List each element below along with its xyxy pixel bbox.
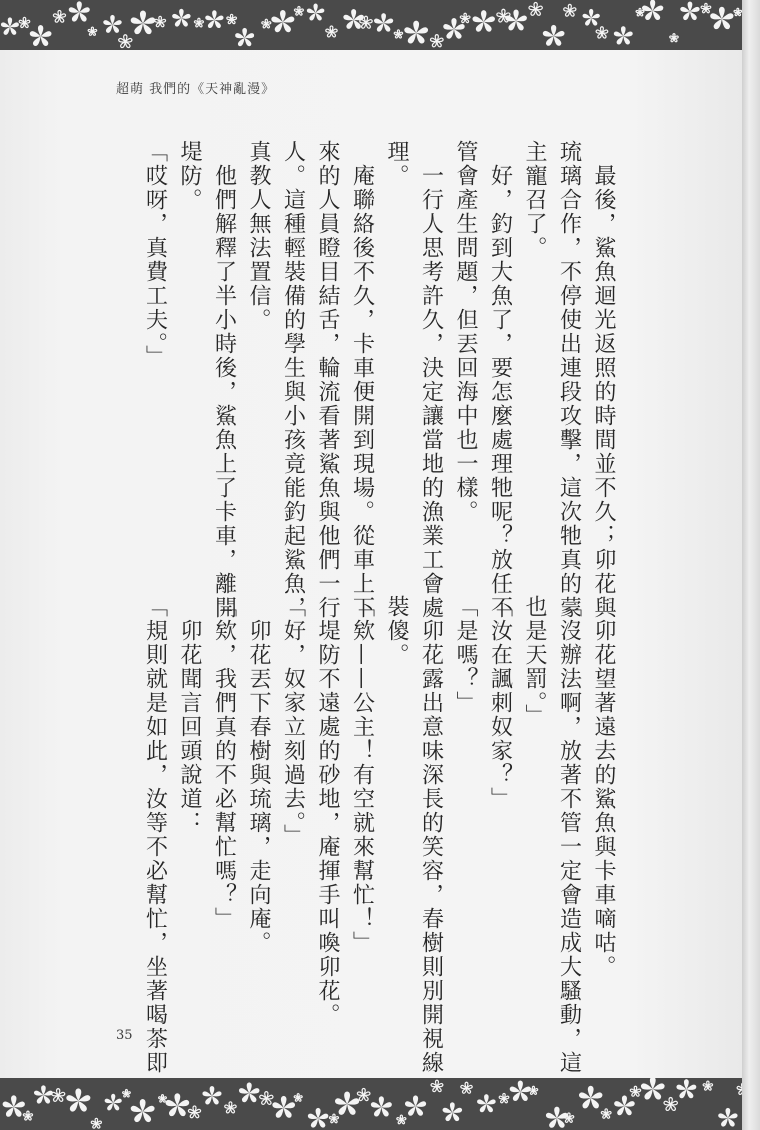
text-column: 裝傻。: [384, 595, 409, 667]
sakura-outline-icon: [53, 10, 65, 22]
text-column: 主寵召了。: [522, 140, 547, 260]
sakura-outline-icon: [601, 1109, 611, 1118]
text-column: 堤防。: [177, 140, 202, 212]
sakura-outline-icon: [88, 27, 97, 35]
sakura-outline-icon: [326, 26, 337, 37]
sakura-flower-icon: [30, 25, 52, 46]
sakura-flower-icon: [443, 1102, 463, 1121]
sakura-outline-icon: [394, 30, 402, 38]
sakura-outline-icon: [225, 1102, 236, 1113]
text-column: 「哎呀，真費工夫。」: [142, 140, 168, 369]
vertical-text-block: [138, 140, 618, 1075]
sakura-outline-icon: [397, 1115, 406, 1124]
sakura-flower-icon: [202, 1086, 221, 1105]
sakura-flower-icon: [510, 1081, 531, 1101]
page-number: 35: [116, 1028, 133, 1043]
sakura-outline-icon: [431, 35, 444, 47]
sakura-flower-icon: [131, 1099, 155, 1122]
sakura-outline-icon: [294, 6, 303, 15]
sakura-outline-icon: [357, 1088, 370, 1100]
sakura-flower-icon: [308, 1108, 328, 1128]
text-column: 「欸，我們真的不必幫忙嗎？」: [211, 595, 237, 931]
text-column: 卯花聞言回頭說道：: [177, 595, 202, 835]
text-column: 「好，奴家立刻過去。」: [280, 595, 306, 848]
sakura-outline-icon: [734, 8, 742, 15]
sakura-outline-icon: [664, 1098, 677, 1111]
sakura-outline-icon: [703, 1081, 712, 1090]
text-column: 琉璃合作，不停使出連段攻擊，這次牠真的蒙: [556, 140, 582, 620]
sakura-outline-icon: [123, 1090, 131, 1097]
text-column: 卯花露出意味深長的笑容，春樹則別開視線: [418, 595, 444, 1075]
sakura-outline-icon: [91, 1118, 101, 1128]
sakura-outline-icon: [159, 1095, 167, 1102]
text-column: 來的人員瞪目結舌，輪流看著鯊魚與他們一行: [315, 140, 340, 620]
sakura-outline-icon: [194, 18, 203, 27]
sakura-flower-icon: [404, 21, 428, 44]
sakura-flower-icon: [614, 26, 633, 44]
text-column: 也是天罰。」: [522, 595, 547, 728]
sakura-flower-icon: [579, 1086, 602, 1109]
sakura-flower-icon: [34, 1085, 53, 1103]
sakura-outline-icon: [188, 1106, 200, 1118]
floral-border-bottom: [0, 1078, 742, 1130]
text-column: 「沒辦法啊，放著不管一定會造成大騷動，這: [556, 595, 582, 1075]
sakura-flower-icon: [718, 1108, 737, 1127]
sakura-flower-icon: [642, 0, 663, 20]
sakura-outline-icon: [119, 35, 132, 48]
sakura-flower-icon: [239, 1082, 260, 1102]
sakura-flower-icon: [166, 1093, 190, 1116]
text-column: 卯花丟下春樹與琉璃，走向庵。: [246, 595, 271, 955]
text-column: 人。這種輕裝備的學生與小孩竟能釣起鯊魚，: [280, 140, 306, 620]
text-column: 管會產生問題，但丟回海中也一樣。: [453, 140, 478, 524]
sakura-flower-icon: [614, 1095, 635, 1115]
sakura-outline-icon: [460, 13, 470, 22]
sakura-flower-icon: [405, 1095, 426, 1115]
sakura-outline-icon: [294, 1094, 302, 1102]
sakura-outline-icon: [529, 1086, 537, 1094]
sakura-outline-icon: [630, 1086, 640, 1096]
sakura-flower-icon: [105, 1094, 122, 1111]
sakura-flower-icon: [710, 7, 733, 29]
sakura-outline-icon: [461, 1082, 472, 1093]
sakura-flower-icon: [103, 15, 122, 33]
text-column: 「欸——公主！有空就來幫忙！」: [349, 595, 375, 955]
text-column: 一行人思考許久，決定讓當地的漁業工會處: [418, 140, 444, 620]
sakura-flower-icon: [676, 1079, 696, 1098]
sakura-outline-icon: [260, 1092, 273, 1105]
sakura-flower-icon: [543, 25, 565, 46]
text-column: 他們解釋了半小時後，鯊魚上了卡車，離開: [211, 140, 237, 620]
sakura-flower-icon: [582, 9, 599, 26]
sakura-flower-icon: [69, 1, 90, 21]
sakura-outline-icon: [19, 17, 30, 27]
text-column: 理。: [384, 140, 409, 188]
sakura-pattern-icon: [0, 1078, 742, 1130]
sakura-flower-icon: [235, 28, 254, 46]
sakura-flower-icon: [472, 10, 494, 32]
text-column: 真教人無法置信。: [246, 140, 271, 332]
sakura-flower-icon: [205, 10, 223, 28]
text-column: 最後，鯊魚迴光返照的時間並不久；卯花與: [591, 140, 616, 620]
sakura-flower-icon: [66, 1088, 90, 1111]
sakura-outline-icon: [596, 27, 608, 38]
sakura-flower-icon: [343, 9, 364, 29]
text-column: 卯花望著遠去的鯊魚與卡車嘀咕。: [591, 595, 616, 979]
sakura-flower-icon: [307, 4, 325, 21]
text-column: 「汝在諷刺奴家？」: [487, 595, 513, 811]
sakura-outline-icon: [670, 34, 678, 42]
sakura-flower-icon: [3, 1095, 25, 1117]
sakura-outline-icon: [329, 1114, 338, 1123]
sakura-outline-icon: [227, 14, 237, 23]
sakura-flower-icon: [172, 9, 191, 27]
sakura-pattern-icon: [0, 0, 742, 50]
sakura-flower-icon: [371, 1096, 392, 1116]
sakura-outline-icon: [52, 1089, 65, 1102]
sakura-flower-icon: [271, 10, 294, 32]
sakura-outline-icon: [564, 4, 576, 16]
sakura-outline-icon: [529, 2, 542, 15]
page-edge: [742, 0, 760, 1130]
floral-border-top: [0, 0, 742, 50]
text-column: 庵聯絡後不久，卡車便開到現場。從車上下: [349, 140, 375, 620]
sakura-outline-icon: [499, 1093, 509, 1102]
sakura-flower-icon: [374, 13, 393, 32]
sakura-outline-icon: [262, 19, 271, 28]
sakura-outline-icon: [701, 3, 711, 12]
text-column: 堤防不遠處的砂地，庵揮手叫喚卯花。: [315, 595, 340, 1027]
sakura-flower-icon: [335, 1091, 359, 1114]
sakura-flower-icon: [641, 1078, 665, 1100]
sakura-outline-icon: [23, 1111, 32, 1120]
text-column: 好，釣到大魚了，要怎麼處理牠呢？放任不: [487, 140, 513, 620]
text-column: 「規則就是如此，汝等不必幫忙，坐著喝茶即: [142, 595, 168, 1075]
sakura-flower-icon: [131, 11, 156, 35]
sakura-flower-icon: [477, 1094, 496, 1112]
sakura-outline-icon: [431, 1080, 443, 1091]
sakura-outline-icon: [155, 16, 166, 26]
sakura-flower-icon: [272, 1096, 295, 1118]
running-header: 超萌 我們的《天神亂漫》: [116, 82, 276, 97]
text-column: 「是嗎？」: [453, 595, 478, 715]
sakura-flower-icon: [680, 1, 699, 20]
sakura-flower-icon: [1, 17, 19, 34]
